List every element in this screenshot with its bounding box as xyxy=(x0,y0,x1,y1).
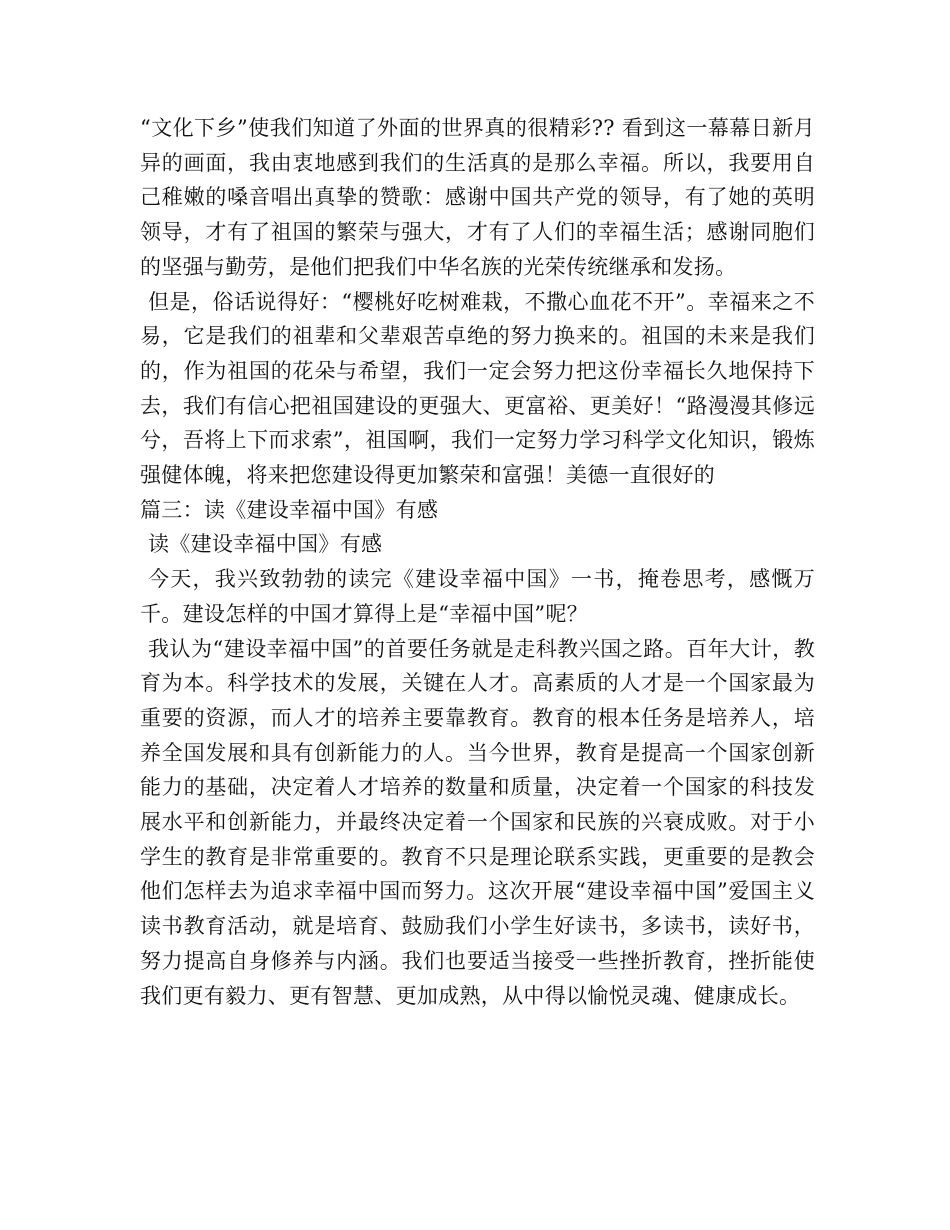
essay-title: 读《建设幸福中国》有感 xyxy=(148,532,383,557)
paragraph-reading-the-book: 今天，我兴致勃勃的读完《建设幸福中国》一书，掩卷思考，感慨万千。建设怎样的中国才算得上是“幸福中国”呢？ xyxy=(140,567,815,626)
paragraph-happiness-not-easy: 但是，俗话说得好：“樱桃好吃树难栽，不撒心血花不开”。幸福来之不易，它是我们的祖辈和父辈艰苦卓绝的努力换来的。祖国的未来是我们的，作为祖国的花朵与希望，我们一定会努力把这份幸福长久地保持下去，我们有信心把祖国建设的更强大、更富裕、更美好！“路漫漫其修远兮，吾将上下而求索”，祖国啊，我们一定努力学习科学文化知识，锻炼强健体魄，将来把您建设得更加繁荣和富强！美德一直很好的 xyxy=(140,289,815,488)
document-body xyxy=(140,111,815,1013)
section-heading-chapter-three: 篇三：读《建设幸福中国》有感 xyxy=(140,497,439,522)
paragraph-education-priority: 我认为“建设幸福中国”的首要任务就是走科教兴国之路。百年大计，教育为本。科学技术的发展，关键在人才。高素质的人才是一个国家最为重要的资源，而人才的培养主要靠教育。教育的根本任务是培养人，培养全国发展和具有创新能力的人。当今世界，教育是提高一个国家创新能力的基础，决定着人才培养的数量和质量，决定着一个国家的科技发展水平和创新能力，并最终决定着一个国家和民族的兴衰成败。对于小学生的教育是非常重要的。教育不只是理论联系实践，更重要的是教会他们怎样去为追求幸福中国而努力。这次开展“建设幸福中国”爱国主义读书教育活动，就是培育、鼓励我们小学生好读书，多读书，读好书，努力提高自身修养与内涵。我们也要适当接受一些挫折教育，挫折能使我们更有毅力、更有智慧、更加成熟，从中得以愉悦灵魂、健康成长。 xyxy=(140,636,815,1008)
paragraph-culture-to-countryside: “文化下乡”使我们知道了外面的世界真的很精彩?? 看到这一幕幕日新月异的画面，我由衷地感到我们的生活真的是那么幸福。所以，我要用自己稚嫩的嗓音唱出真挚的赞歌：感谢中国共产党的领导，有了她的英明领导，才有了祖国的繁荣与强大，才有了人们的幸福生活；感谢同胞们的坚强与勤劳，是他们把我们中华名族的光荣传统继承和发扬。 xyxy=(140,116,815,279)
